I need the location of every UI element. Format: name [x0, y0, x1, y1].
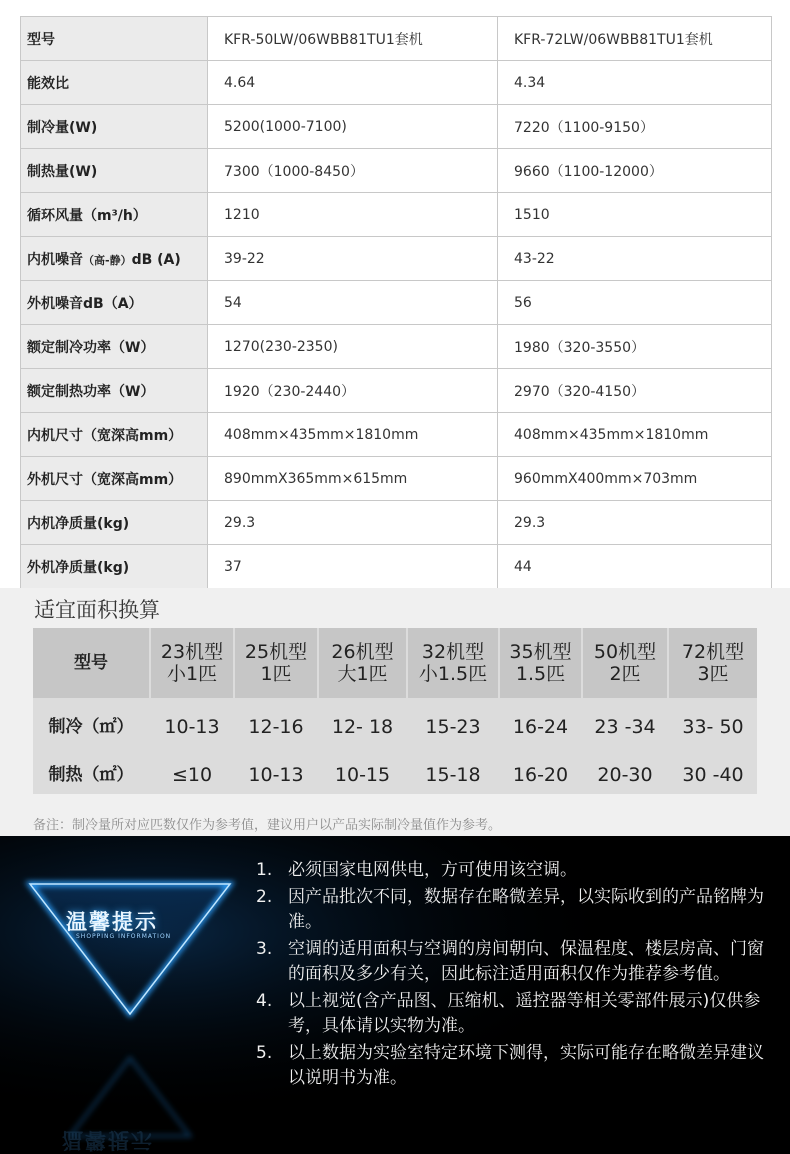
row-label: 内机尺寸（宽深高mm）: [21, 413, 208, 457]
model-hp: 大1匹: [337, 663, 388, 685]
table-row: [21, 105, 772, 149]
list-item: [256, 989, 776, 1039]
cooling-value: 12-16: [248, 716, 304, 738]
tip-number: 1.: [256, 860, 273, 880]
tip-text: 以上数据为实验室特定环境下测得，实际可能存在略微差异建议以说明书为准。: [288, 1043, 764, 1088]
model-hp: 小1.5匹: [418, 663, 488, 685]
table-row: [21, 501, 772, 545]
label-main: 内机噪音: [27, 251, 83, 268]
model-b-value: KFR-72LW/06WBB81TU1套机: [498, 17, 772, 61]
model-a-value: 5200(1000-7100): [208, 105, 498, 149]
tip-number: 4.: [256, 991, 273, 1011]
header-label: 型号: [74, 653, 108, 673]
row-label: 额定制热功率（W）: [21, 369, 208, 413]
tip-text: 空调的适用面积与空调的房间朝向、保温程度、楼层房高、门窗的面积及多少有关，因此标注适用面积仅作为推荐参考值。: [288, 939, 764, 984]
label-small: （高-静）: [83, 253, 132, 267]
table-row: [21, 457, 772, 501]
cooling-value: 15-23: [425, 716, 481, 738]
model-a-value: 1210: [208, 193, 498, 237]
model-a-value: 29.3: [208, 501, 498, 545]
row-label: 内机净质量(kg): [21, 501, 208, 545]
tip-text: 必须国家电网供电，方可使用该空调。: [288, 860, 577, 880]
model-header: [669, 628, 757, 698]
cooling-value: 16-24: [512, 716, 569, 738]
list-item: [256, 858, 776, 883]
tips-title-reflection: 温馨提示: [62, 1128, 154, 1152]
row-label: 循环风量（m³/h）: [21, 193, 208, 237]
list-item: [256, 885, 776, 935]
model-hp: 3匹: [697, 663, 729, 685]
model-code: 32机型: [421, 641, 485, 663]
cooling-value: 23 -34: [594, 716, 656, 738]
row-label: [21, 237, 208, 281]
model-a-value: 54: [208, 281, 498, 325]
model-a-value: 890mmX365mm×615mm: [208, 457, 498, 501]
model-b-value: 4.34: [498, 61, 772, 105]
spec-table: [20, 16, 772, 589]
table-row: [21, 281, 772, 325]
cooling-value: 12- 18: [331, 716, 394, 738]
heating-value: 16-20: [512, 764, 569, 786]
tip-number: 3.: [256, 939, 273, 959]
area-note: 备注：制冷量所对应匹数仅作为参考值，建议用户以产品实际制冷量值作为参考。: [33, 818, 502, 833]
row-label: 能效比: [21, 61, 208, 105]
model-b-value: 9660（1100-12000）: [498, 149, 772, 193]
row-label: 额定制冷功率（W）: [21, 325, 208, 369]
model-b-value: 1980（320-3550）: [498, 325, 772, 369]
model-b-value: 7220（1100-9150）: [498, 105, 772, 149]
model-b-value: 960mmX400mm×703mm: [498, 457, 772, 501]
heating-value: 20-30: [597, 764, 653, 786]
model-code: 25机型: [244, 641, 308, 663]
model-hp: 1匹: [260, 663, 292, 685]
tip-number: 2.: [256, 887, 273, 907]
table-row: [21, 237, 772, 281]
table-row: [21, 61, 772, 105]
model-b-value: 408mm×435mm×1810mm: [498, 413, 772, 457]
model-b-value: 44: [498, 545, 772, 589]
model-a-value: 7300（1000-8450）: [208, 149, 498, 193]
model-code: 23机型: [160, 641, 224, 663]
tips-subtitle: SHOPPING INFORMATION: [76, 933, 172, 940]
row-label: 外机噪音dB（A）: [21, 281, 208, 325]
model-code: 72机型: [681, 641, 745, 663]
model-b-value: 56: [498, 281, 772, 325]
model-b-value: 43-22: [498, 237, 772, 281]
model-header: [235, 628, 317, 698]
list-item: [256, 937, 776, 987]
area-title: 适宜面积换算: [34, 598, 160, 622]
cooling-value: 10-13: [164, 716, 220, 738]
tip-number: 5.: [256, 1043, 273, 1063]
model-header: [319, 628, 406, 698]
row-label: 型号: [21, 17, 208, 61]
table-row: [21, 149, 772, 193]
tips-section: [0, 836, 790, 1154]
tips-title: 温馨提示: [66, 910, 158, 934]
table-row: [21, 545, 772, 589]
table-row: [21, 17, 772, 61]
model-a-value: 39-22: [208, 237, 498, 281]
row-label: 外机净质量(kg): [21, 545, 208, 589]
model-a-value: 37: [208, 545, 498, 589]
model-header: [583, 628, 667, 698]
model-b-value: 1510: [498, 193, 772, 237]
tip-text: 因产品批次不同，数据存在略微差异，以实际收到的产品铭牌为准。: [288, 887, 764, 932]
model-hp: 小1匹: [166, 663, 218, 685]
row-label: 制热量(W): [21, 149, 208, 193]
model-b-value: 29.3: [498, 501, 772, 545]
model-code: 35机型: [509, 641, 572, 663]
table-row: [21, 325, 772, 369]
table-row: [21, 193, 772, 237]
heating-label: 制热（㎡）: [48, 765, 134, 785]
model-code: 26机型: [331, 641, 394, 663]
heating-value: ≤10: [171, 764, 213, 786]
model-a-value: 408mm×435mm×1810mm: [208, 413, 498, 457]
model-header: [500, 628, 581, 698]
heating-value: 30 -40: [682, 764, 744, 786]
model-a-value: 4.64: [208, 61, 498, 105]
cooling-label: 制冷（㎡）: [48, 717, 134, 737]
heating-value: 10-13: [248, 764, 304, 786]
table-row: [21, 413, 772, 457]
row-label: 制冷量(W): [21, 105, 208, 149]
model-code: 50机型: [593, 641, 657, 663]
model-a-value: 1920（230-2440）: [208, 369, 498, 413]
heating-value: 10-15: [334, 764, 391, 786]
model-header: [408, 628, 498, 698]
area-table: [33, 628, 757, 794]
model-header: [151, 628, 233, 698]
model-a-value: 1270(230-2350): [208, 325, 498, 369]
label-unit: dB (A): [131, 251, 181, 268]
model-hp: 1.5匹: [515, 663, 566, 685]
heating-value: 15-18: [425, 764, 481, 786]
tips-list: [256, 858, 776, 1093]
list-item: [256, 1041, 776, 1091]
tip-text: 以上视觉(含产品图、压缩机、遥控器等相关零部件展示)仅供参考，具体请以实物为准。: [288, 991, 761, 1036]
row-label: 外机尺寸（宽深高mm）: [21, 457, 208, 501]
model-hp: 2匹: [609, 663, 641, 685]
cooling-value: 33- 50: [682, 716, 744, 738]
area-conversion-section: [0, 588, 790, 836]
model-b-value: 2970（320-4150）: [498, 369, 772, 413]
model-a-value: KFR-50LW/06WBB81TU1套机: [208, 17, 498, 61]
table-row: [21, 369, 772, 413]
